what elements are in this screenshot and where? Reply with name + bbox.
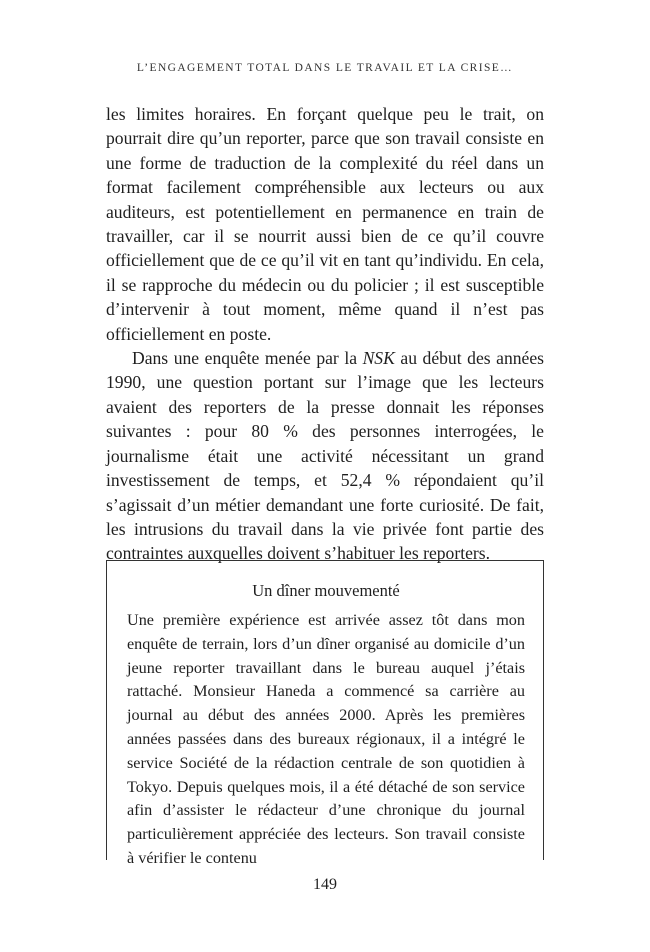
running-head: L’ENGAGEMENT TOTAL DANS LE TRAVAIL ET LA CRISE… bbox=[136, 62, 514, 74]
box-title: Un dîner mouvementé bbox=[252, 581, 400, 600]
page-number: 149 bbox=[313, 876, 337, 893]
italic-term: NSK bbox=[362, 348, 395, 369]
paragraph: les limites horaires. En forçant quelque peu le trait, on pourrait dire qu’un reporter, parce que son travail consiste en une forme de traduction de la complexité du réel dans un format facilement compréhensible aux lecteurs ou aux auditeurs, est potentiellement en permanence en train de travailler, car il se nourrit aussi bien de ce qu’il couvre officiellement que de ce qu’il vit en tant qu’individu. En cela, il se rapproche du médecin ou du policier ; il est susceptible d’intervenir à tout moment, même quand il n’est pas officiellement en poste. bbox=[106, 104, 544, 344]
body-text bbox=[106, 102, 544, 566]
box-text: Une première expérience est arrivée assez tôt dans mon enquête de terrain, lors d’un dîner organisé au domicile d’un jeune reporter travaillant dans le bureau auquel j’étais rattaché. Monsieur Haneda a commencé sa carrière au journal au début des années 2000. Après les premières années passées dans des bureaux régionaux, il a intégré le service Société de la rédaction centrale de son quotidien à Tokyo. Depuis quelques mois, il a été détaché de son service afin d’assister le rédacteur d’une chronique du journal particulièrement appréciée des lecteurs. Son travail consiste à vérifier le contenu bbox=[127, 611, 525, 867]
paragraph-text: au début des années 1990, une question portant sur l’image que les lecteurs avaient des reporters de la presse donnait les réponses suivantes : pour 80 % des personnes interrogées, le journalisme était une activité nécessitant un grand investissement de temps, et 52,4 % répondaient qu’il s’agissait d’un métier demandant une forte curiosité. De fait, les intrusions du travail dans la vie privée font partie des contraintes auxquelles doivent s’habituer les reporters. bbox=[106, 348, 545, 564]
sidebar-box bbox=[106, 560, 544, 867]
paragraph bbox=[106, 346, 544, 566]
paragraph-text: Dans une enquête menée par la bbox=[132, 348, 363, 369]
